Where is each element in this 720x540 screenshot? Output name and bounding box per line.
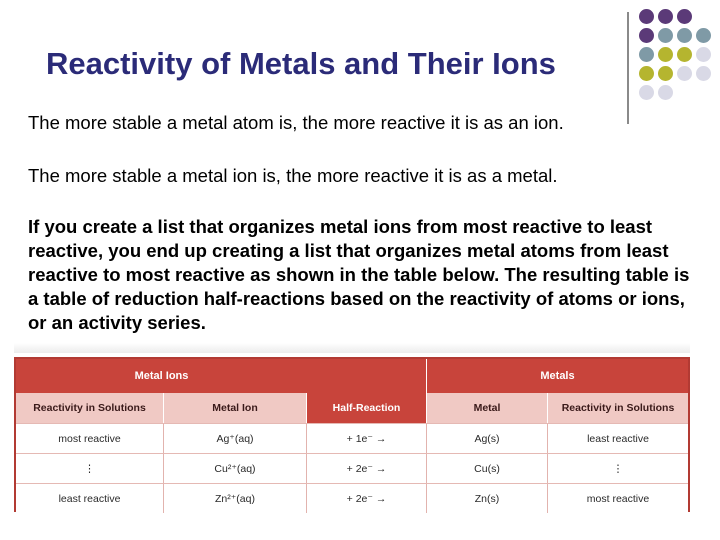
- table-group-header-row: [16, 359, 688, 393]
- col-header-metal: Metal: [427, 393, 548, 423]
- decorative-dot: [696, 28, 711, 43]
- decorative-dot: [677, 9, 692, 24]
- cell-reactivity-left: most reactive: [16, 424, 164, 453]
- cell-reactivity-right: least reactive: [548, 424, 688, 453]
- table-row: [16, 483, 688, 513]
- cell-metal: Cu(s): [427, 454, 548, 483]
- cell-half-reaction: + 2e⁻ →: [307, 454, 427, 483]
- decorative-dot: [639, 47, 654, 62]
- decorative-dot-grid: [639, 9, 719, 119]
- paragraph-activity-series: If you create a list that organizes metal ions from most reactive to least reactive, you end up creating a list that organizes metal atoms from least reactive to most reactive as shown in the table below. The resulting table is a table of reduction half-reactions based on the reactivity of atoms or ions, or an activity series.: [28, 216, 690, 333]
- cell-reactivity-right: ⋮: [548, 454, 688, 483]
- cell-half-reaction: + 1e⁻ →: [307, 424, 427, 453]
- col-header-half-reaction: Half-Reaction: [307, 393, 427, 423]
- decorative-dot: [658, 47, 673, 62]
- table-row: [16, 423, 688, 453]
- cell-metal-ion: Ag⁺(aq): [164, 424, 307, 453]
- col-header-metal-ion: Metal Ion: [164, 393, 307, 423]
- title-divider-line: [627, 12, 629, 124]
- decorative-dot: [696, 66, 711, 81]
- group-header-metals: Metals: [427, 359, 688, 393]
- decorative-dot: [658, 85, 673, 100]
- slide-title: Reactivity of Metals and Their Ions: [46, 46, 556, 81]
- decorative-dot: [658, 28, 673, 43]
- decorative-dot: [658, 66, 673, 81]
- table-column-header-row: [16, 393, 688, 423]
- col-header-reactivity-left: Reactivity in Solutions: [16, 393, 164, 423]
- decorative-dot: [696, 47, 711, 62]
- decorative-dot: [639, 9, 654, 24]
- decorative-dot: [639, 28, 654, 43]
- decorative-dot: [696, 9, 711, 24]
- decorative-dot: [677, 85, 692, 100]
- cell-metal: Ag(s): [427, 424, 548, 453]
- decorative-dot: [658, 9, 673, 24]
- table-image-edge: [14, 343, 690, 353]
- decorative-dot: [677, 66, 692, 81]
- decorative-dot: [639, 66, 654, 81]
- group-header-spacer: [307, 359, 427, 393]
- cell-reactivity-left: least reactive: [16, 484, 164, 513]
- activity-series-table: [14, 357, 690, 512]
- decorative-dot: [639, 85, 654, 100]
- cell-reactivity-right: most reactive: [548, 484, 688, 513]
- decorative-dot: [677, 28, 692, 43]
- paragraph-atom-stability: The more stable a metal atom is, the more reactive it is as an ion.: [28, 112, 564, 133]
- cell-metal-ion: Zn²⁺(aq): [164, 484, 307, 513]
- paragraph-ion-stability: The more stable a metal ion is, the more reactive it is as a metal.: [28, 165, 558, 186]
- decorative-dot: [696, 85, 711, 100]
- table-row: [16, 453, 688, 483]
- cell-reactivity-left: ⋮: [16, 454, 164, 483]
- col-header-reactivity-right: Reactivity in Solutions: [548, 393, 688, 423]
- decorative-dot: [677, 47, 692, 62]
- group-header-metal-ions: Metal Ions: [16, 359, 307, 393]
- cell-half-reaction: + 2e⁻ →: [307, 484, 427, 513]
- cell-metal-ion: Cu²⁺(aq): [164, 454, 307, 483]
- cell-metal: Zn(s): [427, 484, 548, 513]
